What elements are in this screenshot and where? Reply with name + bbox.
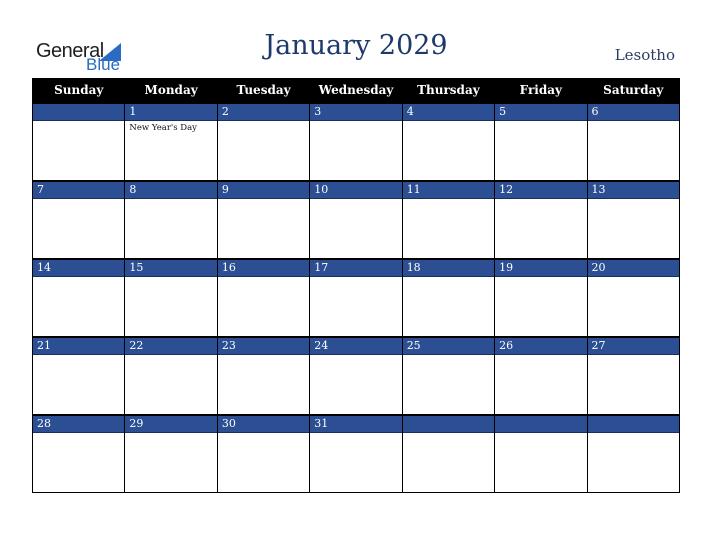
weekday-friday: Friday: [495, 78, 587, 103]
day-number: 22: [125, 338, 216, 355]
day-cell: [495, 415, 587, 493]
day-number: 21: [33, 338, 124, 355]
day-cell: [217, 103, 309, 181]
day-cell: [587, 103, 679, 181]
weekday-tuesday: Tuesday: [217, 78, 309, 103]
weekday-saturday: Saturday: [587, 78, 679, 103]
day-cell: [495, 337, 587, 415]
day-number: 31: [310, 416, 401, 433]
day-cell: [33, 181, 125, 259]
day-cell: [587, 415, 679, 493]
day-cell: [495, 103, 587, 181]
day-cell: [217, 337, 309, 415]
month-calendar: [32, 78, 680, 493]
day-number: 17: [310, 260, 401, 277]
day-cell: [402, 337, 494, 415]
day-cell: [217, 181, 309, 259]
day-number: 3: [310, 104, 401, 121]
day-cell: [33, 337, 125, 415]
day-number: 1: [125, 104, 216, 121]
day-cell: [125, 415, 217, 493]
weekday-header-row: [33, 78, 680, 103]
day-cell: [125, 259, 217, 337]
day-number: 7: [33, 182, 124, 199]
day-number: 10: [310, 182, 401, 199]
day-cell: [495, 181, 587, 259]
day-number: 20: [588, 260, 679, 277]
day-number: 26: [495, 338, 586, 355]
holiday-label: New Year's Day: [129, 123, 197, 133]
day-cell: [125, 337, 217, 415]
day-cell: [587, 337, 679, 415]
weekday-thursday: Thursday: [402, 78, 494, 103]
day-number: [33, 104, 124, 121]
day-cell: [33, 103, 125, 181]
day-cell: [587, 259, 679, 337]
day-number: 12: [495, 182, 586, 199]
weekday-monday: Monday: [125, 78, 217, 103]
day-number: 27: [588, 338, 679, 355]
day-cell: [310, 259, 402, 337]
day-cell: [587, 181, 679, 259]
day-cell: [402, 103, 494, 181]
weekday-wednesday: Wednesday: [310, 78, 402, 103]
day-number: [588, 416, 679, 433]
day-number: 25: [403, 338, 494, 355]
logo-text-general: General: [36, 40, 104, 62]
day-cell: [402, 259, 494, 337]
day-number: 6: [588, 104, 679, 121]
day-number: [495, 416, 586, 433]
day-cell: [125, 103, 217, 181]
day-number: 23: [218, 338, 309, 355]
day-number: 8: [125, 182, 216, 199]
day-cell: [402, 415, 494, 493]
day-cell: [310, 337, 402, 415]
day-cell: [217, 259, 309, 337]
day-number: 29: [125, 416, 216, 433]
day-cell: [310, 181, 402, 259]
country-label: Lesotho: [614, 46, 675, 64]
day-cell: [217, 415, 309, 493]
day-cell: [310, 415, 402, 493]
day-cell: [402, 181, 494, 259]
week-row-4: [33, 337, 680, 415]
weekday-sunday: Sunday: [33, 78, 125, 103]
day-number: 5: [495, 104, 586, 121]
day-number: 2: [218, 104, 309, 121]
calendar-title: January 2029: [264, 30, 448, 61]
day-number: 11: [403, 182, 494, 199]
week-row-2: [33, 181, 680, 259]
week-row-5: [33, 415, 680, 493]
day-cell: [33, 415, 125, 493]
day-number: 24: [310, 338, 401, 355]
day-number: 4: [403, 104, 494, 121]
week-row-3: [33, 259, 680, 337]
day-number: 15: [125, 260, 216, 277]
day-cell: [495, 259, 587, 337]
day-number: 30: [218, 416, 309, 433]
day-cell: [33, 259, 125, 337]
day-number: 18: [403, 260, 494, 277]
day-number: 13: [588, 182, 679, 199]
day-number: 9: [218, 182, 309, 199]
day-number: 28: [33, 416, 124, 433]
day-number: [403, 416, 494, 433]
logo-text-blue: Blue: [86, 55, 121, 74]
day-number: 14: [33, 260, 124, 277]
day-cell: [310, 103, 402, 181]
week-row-1: [33, 103, 680, 181]
day-number: 16: [218, 260, 309, 277]
day-cell: [125, 181, 217, 259]
day-number: 19: [495, 260, 586, 277]
